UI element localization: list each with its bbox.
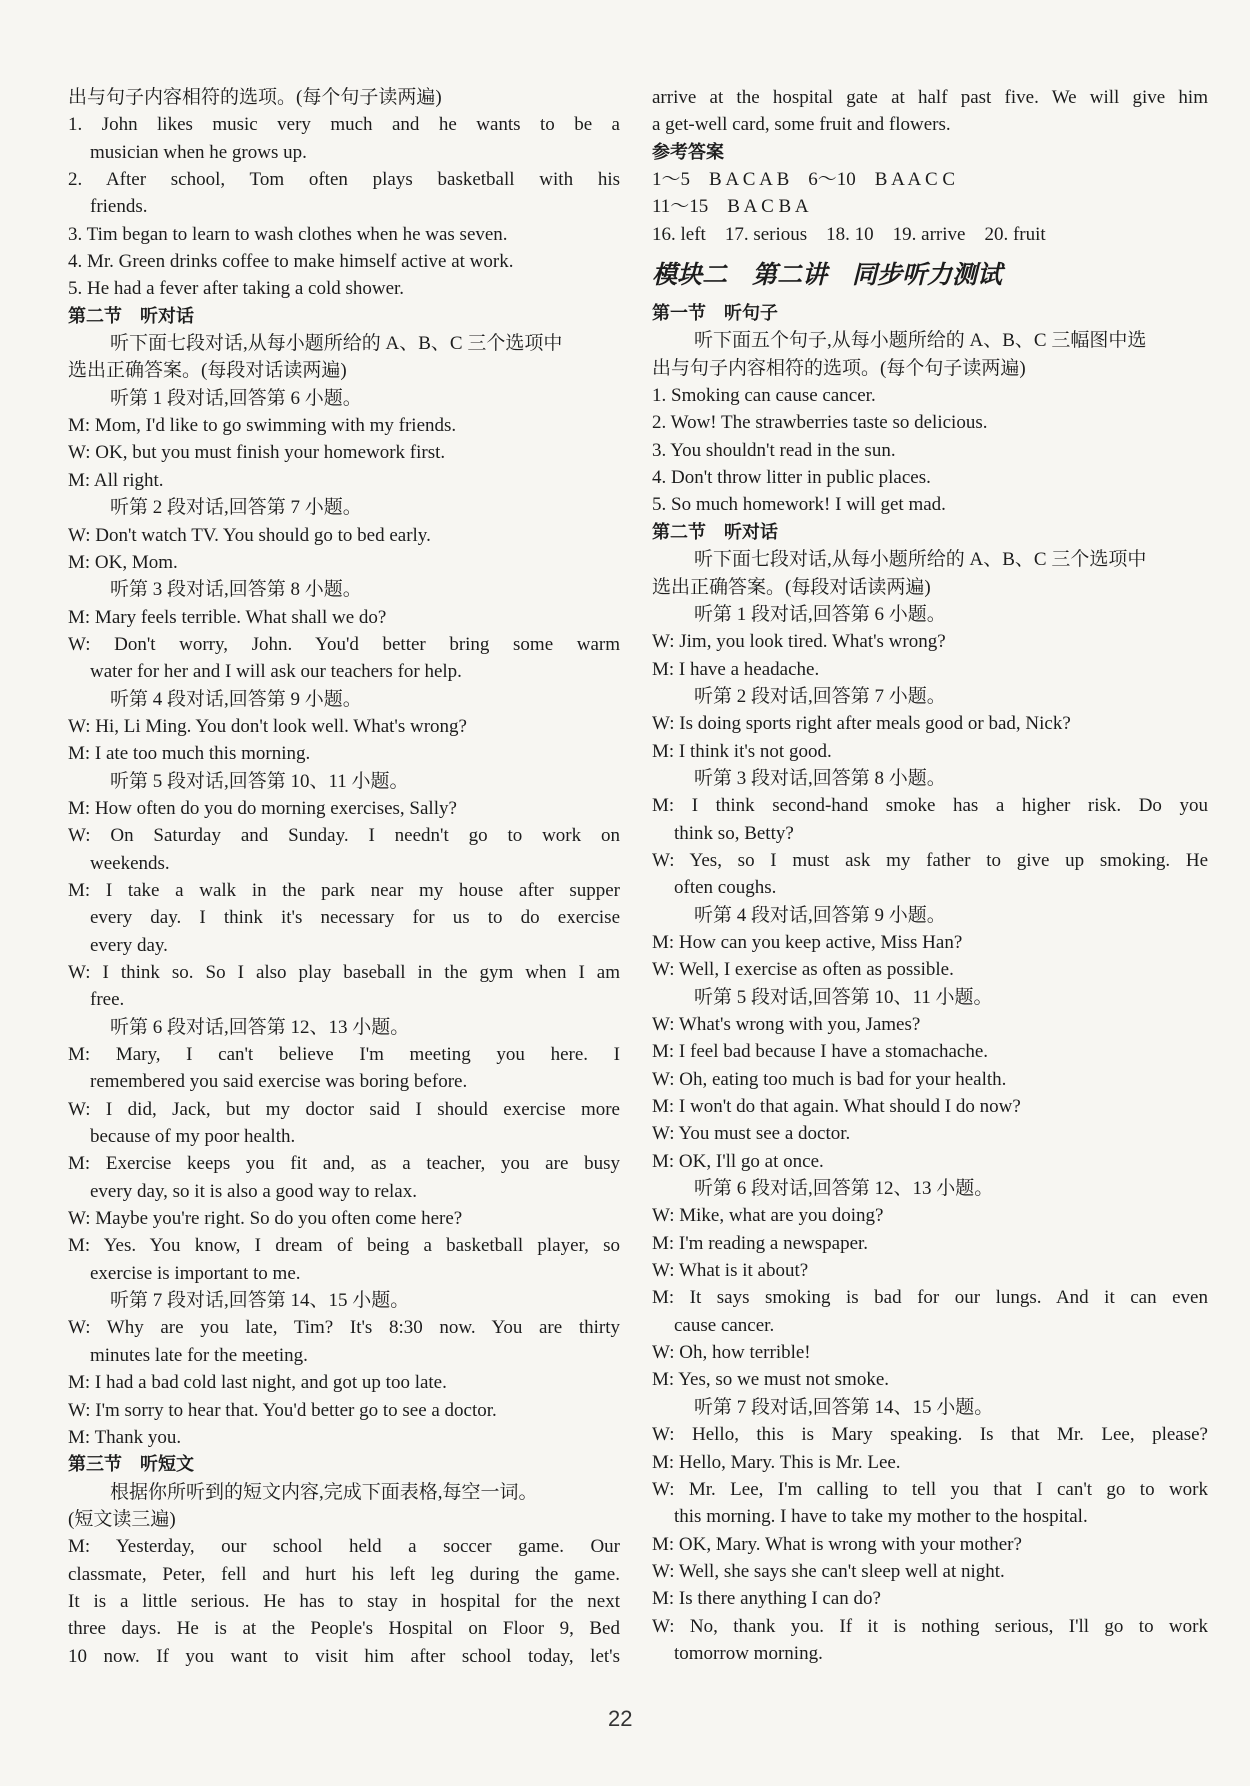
- text-line: It is a little serious. He has to stay in hospital for the next: [68, 1590, 620, 1612]
- dialogue-line: W: Why are you late, Tim? It's 8:30 now. You are thirty: [68, 1317, 620, 1339]
- dialogue-line: M: OK, Mary. What is wrong with your mother?: [652, 1533, 1022, 1555]
- dialogue-line: W: Maybe you're right. So do you often come here?: [68, 1208, 463, 1230]
- text-line: 16. left 17. serious 18. 10 19. arrive 20. fruit: [652, 223, 1046, 245]
- dialogue-line: M: Mary feels terrible. What shall we do?: [68, 606, 387, 628]
- dialogue-line: M: I think it's not good.: [652, 740, 832, 762]
- dialogue-line: W: You must see a doctor.: [652, 1123, 851, 1145]
- dialogue-cue: 听第 3 段对话,回答第 8 小题。: [694, 767, 946, 789]
- instruction-line: 选出正确答案。(每段对话读两遍): [68, 360, 347, 382]
- dialogue-line: W: Jim, you look tired. What's wrong?: [652, 631, 946, 653]
- dialogue-line: M: It says smoking is bad for our lungs. And it can even: [652, 1287, 1208, 1309]
- section-heading: 第二节 听对话: [68, 305, 194, 327]
- text-line: 3. Tim began to learn to wash clothes when he was seven.: [68, 223, 508, 245]
- dialogue-line: M: Thank you.: [68, 1426, 182, 1448]
- continuation-line: remembered you said exercise was boring before.: [90, 1071, 468, 1093]
- continuation-line: weekends.: [90, 852, 170, 874]
- dialogue-line: M: Yes, so we must not smoke.: [652, 1369, 889, 1391]
- dialogue-line: W: Don't watch TV. You should go to bed early.: [68, 524, 431, 546]
- dialogue-line: M: Yes. You know, I dream of being a basketball player, so: [68, 1235, 620, 1257]
- dialogue-line: M: How can you keep active, Miss Han?: [652, 931, 963, 953]
- dialogue-cue: 听第 4 段对话,回答第 9 小题。: [694, 904, 946, 926]
- dialogue-line: W: Don't worry, John. You'd better bring some warm: [68, 633, 620, 655]
- dialogue-line: W: No, thank you. If it is nothing serious, I'll go to work: [652, 1615, 1208, 1637]
- text-line: 1～5 B A C A B 6～10 B A A C C: [652, 169, 956, 191]
- continuation-line: every day, so it is also a good way to relax.: [90, 1180, 417, 1202]
- dialogue-line: M: Exercise keeps you fit and, as a teacher, you are busy: [68, 1153, 620, 1175]
- continuation-line: think so, Betty?: [674, 822, 794, 844]
- continuation-line: exercise is important to me.: [90, 1262, 301, 1284]
- dialogue-line: M: I ate too much this morning.: [68, 743, 311, 765]
- dialogue-line: W: I think so. So I also play baseball in the gym when I am: [68, 962, 620, 983]
- dialogue-cue: 听第 2 段对话,回答第 7 小题。: [110, 497, 362, 519]
- dialogue-cue: 听第 1 段对话,回答第 6 小题。: [694, 603, 946, 625]
- dialogue-line: M: All right.: [68, 469, 164, 491]
- continuation-line: musician when he grows up.: [90, 141, 307, 163]
- dialogue-line: M: I won't do that again. What should I do now?: [652, 1096, 1021, 1118]
- dialogue-line: M: Mary, I can't believe I'm meeting you here. I: [68, 1044, 620, 1066]
- dialogue-line: M: Is there anything I can do?: [652, 1588, 881, 1610]
- instruction-line: 选出正确答案。(每段对话读两遍): [652, 576, 931, 598]
- page-number: 22: [608, 1706, 633, 1731]
- dialogue-line: M: I had a bad cold last night, and got up too late.: [68, 1372, 447, 1394]
- dialogue-line: W: Hello, this is Mary speaking. Is that Mr. Lee, please?: [652, 1424, 1208, 1446]
- text-line: 3. You shouldn't read in the sun.: [652, 439, 896, 461]
- continuation-line: every day.: [90, 934, 168, 956]
- continuation-line: friends.: [90, 196, 148, 218]
- dialogue-cue: 听第 5 段对话,回答第 10、11 小题。: [110, 770, 409, 792]
- dialogue-line: M: OK, Mom.: [68, 551, 178, 573]
- text-line: M: Yesterday, our school held a soccer game. Our: [68, 1536, 620, 1558]
- dialogue-line: W: I'm sorry to hear that. You'd better go to see a doctor.: [68, 1399, 497, 1421]
- dialogue-line: M: How often do you do morning exercises, Sally?: [68, 797, 457, 819]
- dialogue-line: W: I did, Jack, but my doctor said I should exercise more: [68, 1098, 620, 1120]
- text-line: 出与句子内容相符的选项。(每个句子读两遍): [652, 357, 1026, 379]
- dialogue-line: W: Is doing sports right after meals good or bad, Nick?: [652, 713, 1071, 735]
- dialogue-line: M: Hello, Mary. This is Mr. Lee.: [652, 1451, 901, 1473]
- right-column: [652, 84, 1208, 1667]
- text-line: 11～15 B A C B A: [652, 196, 809, 218]
- dialogue-line: M: I have a headache.: [652, 658, 820, 680]
- text-line: 1. Smoking can cause cancer.: [652, 385, 876, 407]
- continuation-line: often coughs.: [674, 877, 777, 899]
- instruction-line: 听下面七段对话,从每小题所给的 A、B、C 三个选项中: [694, 549, 1147, 571]
- continuation-line: cause cancer.: [674, 1314, 775, 1336]
- dialogue-cue: 听第 7 段对话,回答第 14、15 小题。: [110, 1290, 410, 1312]
- instruction-line: 出与句子内容相符的选项。(每个句子读两遍): [68, 87, 442, 108]
- continuation-line: minutes late for the meeting.: [90, 1344, 308, 1366]
- dialogue-line: W: Mr. Lee, I'm calling to tell you that I can't go to work: [652, 1478, 1208, 1500]
- dialogue-cue: 听第 6 段对话,回答第 12、13 小题。: [694, 1178, 994, 1200]
- continuation-line: free.: [90, 989, 125, 1011]
- dialogue-line: M: I think second-hand smoke has a higher risk. Do you: [652, 795, 1208, 817]
- sentence-item: 1. John likes music very much and he wants to be a: [68, 114, 620, 136]
- module-title: 模块二 第二讲 同步听力测试: [652, 260, 1003, 290]
- dialogue-line: M: OK, I'll go at once.: [652, 1150, 824, 1172]
- continuation-line: every day. I think it's necessary for us to do exercise: [90, 907, 620, 929]
- dialogue-cue: 听第 2 段对话,回答第 7 小题。: [694, 685, 946, 707]
- dialogue-line: M: I take a walk in the park near my house after supper: [68, 879, 620, 901]
- dialogue-line: W: Yes, so I must ask my father to give up smoking. He: [652, 849, 1208, 871]
- sentence-item: 2. After school, Tom often plays basketball with his: [68, 169, 620, 191]
- continuation-line: this morning. I have to take my mother to the hospital.: [674, 1506, 1088, 1528]
- instruction-line: 根据你所听到的短文内容,完成下面表格,每空一词。: [110, 1481, 538, 1503]
- continuation-line: because of my poor health.: [90, 1126, 296, 1148]
- dialogue-line: W: Hi, Li Ming. You don't look well. What's wrong?: [68, 715, 467, 737]
- continuation-line: water for her and I will ask our teachers for help.: [90, 661, 462, 683]
- instruction-line: 听下面五个句子,从每小题所给的 A、B、C 三幅图中选: [694, 330, 1147, 352]
- dialogue-line: M: I'm reading a newspaper.: [652, 1232, 869, 1254]
- dialogue-line: W: What's wrong with you, James?: [652, 1014, 921, 1035]
- section-heading: 第一节 听句子: [652, 303, 778, 325]
- text-line: 10 now. If you want to visit him after school today, let's: [68, 1645, 620, 1667]
- dialogue-line: W: Oh, eating too much is bad for your health.: [652, 1068, 1007, 1090]
- dialogue-cue: 听第 1 段对话,回答第 6 小题。: [110, 387, 362, 409]
- text-line: classmate, Peter, fell and hurt his left leg during the game.: [68, 1563, 620, 1585]
- text-line: 4. Don't throw litter in public places.: [652, 467, 931, 489]
- dialogue-line: W: Well, I exercise as often as possible.: [652, 959, 954, 981]
- dialogue-line: W: On Saturday and Sunday. I needn't go to work on: [68, 825, 620, 847]
- section-heading: 第二节 听对话: [652, 521, 778, 543]
- text-line: arrive at the hospital gate at half past five. We will give him: [652, 87, 1208, 108]
- instruction-line: 听下面七段对话,从每小题所给的 A、B、C 三个选项中: [110, 333, 563, 355]
- dialogue-line: W: Mike, what are you doing?: [652, 1205, 884, 1227]
- dialogue-line: W: What is it about?: [652, 1260, 809, 1282]
- dialogue-line: W: OK, but you must finish your homework first.: [68, 442, 446, 464]
- text-line: 2. Wow! The strawberries taste so delicious.: [652, 412, 988, 434]
- dialogue-line: W: Well, she says she can't sleep well at night.: [652, 1560, 1005, 1582]
- text-line: three days. He is at the People's Hospital on Floor 9, Bed: [68, 1618, 620, 1640]
- dialogue-cue: 听第 6 段对话,回答第 12、13 小题。: [110, 1016, 410, 1038]
- text-line: 5. So much homework! I will get mad.: [652, 494, 946, 516]
- dialogue-line: W: Oh, how terrible!: [652, 1342, 811, 1364]
- section-heading: 参考答案: [652, 141, 724, 163]
- dialogue-line: M: Mom, I'd like to go swimming with my friends.: [68, 415, 457, 437]
- dialogue-cue: 听第 4 段对话,回答第 9 小题。: [110, 688, 362, 710]
- text-line: (短文读三遍): [68, 1508, 176, 1530]
- left-column: [68, 84, 620, 1670]
- dialogue-cue: 听第 3 段对话,回答第 8 小题。: [110, 579, 362, 601]
- text-line: 5. He had a fever after taking a cold shower.: [68, 278, 405, 300]
- dialogue-cue: 听第 5 段对话,回答第 10、11 小题。: [694, 986, 993, 1008]
- dialogue-line: M: I feel bad because I have a stomachache.: [652, 1041, 989, 1063]
- section-heading: 第三节 听短文: [68, 1454, 194, 1476]
- text-line: a get-well card, some fruit and flowers.: [652, 114, 951, 136]
- dialogue-cue: 听第 7 段对话,回答第 14、15 小题。: [694, 1396, 994, 1418]
- text-line: 4. Mr. Green drinks coffee to make himself active at work.: [68, 251, 514, 273]
- continuation-line: tomorrow morning.: [674, 1642, 823, 1664]
